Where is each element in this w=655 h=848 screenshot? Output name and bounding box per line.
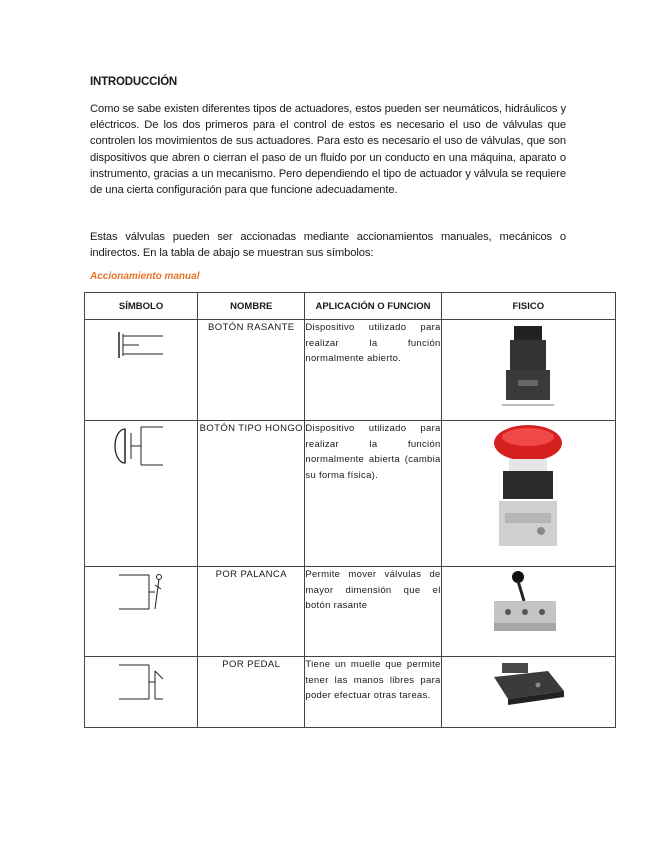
lever-symbol-icon — [111, 567, 171, 617]
table-row — [85, 320, 616, 421]
section-heading: INTRODUCCIÓN — [90, 76, 178, 88]
photo-cell — [441, 421, 615, 567]
valve-name: BOTÓN RASANTE — [198, 320, 305, 421]
valve-application: Dispositivo utilizado para realizar la función normalmente abierta (cambia su forma física). — [305, 421, 441, 567]
flush-button-symbol-icon — [111, 320, 171, 370]
photo-cell — [441, 657, 615, 728]
table-row — [85, 421, 616, 567]
table-row — [85, 657, 616, 728]
valve-name: BOTÓN TIPO HONGO — [198, 421, 305, 567]
valve-name: POR PALANCA — [198, 567, 305, 657]
valve-application: Permite mover válvulas de mayor dimensión que el botón rasante — [305, 567, 441, 657]
pedal-symbol-icon — [111, 657, 171, 707]
table-header-row — [85, 293, 616, 320]
symbol-cell — [85, 657, 198, 728]
header-application: APLICACIÓN O FUNCION — [305, 293, 441, 320]
symbol-cell — [85, 421, 198, 567]
mushroom-button-valve-photo-icon — [483, 421, 573, 556]
photo-cell — [441, 567, 615, 657]
photo-cell — [441, 320, 615, 421]
header-physical: FISICO — [441, 293, 615, 320]
table-row — [85, 567, 616, 657]
valve-application: Tiene un muelle que permite tener las manos libres para poder efectuar otras tareas. — [305, 657, 441, 728]
intro-paragraph: Como se sabe existen diferentes tipos de actuadores, estos pueden ser neumáticos, hidráulicos y eléctricos. De los dos primeros para el control de estos es necesario el uso de válvulas que controlen los movimientos de sus actuadores. Para esto es necesario el uso de válvulas, que son dispositivos que abren o cierran el paso de un fluido por un conducto en una máquina, aparato o instrumento, gracias a un mecanismo. Pero dependiendo el tipo de actuador y válvula se requiere de una cierta configuración para que funcione adecuadamente. — [90, 103, 566, 197]
header-symbol: SÍMBOLO — [85, 293, 198, 320]
mushroom-button-symbol-icon — [111, 421, 171, 471]
pedal-valve-photo-icon — [478, 657, 578, 717]
lever-valve-photo-icon — [478, 567, 578, 647]
subheading: Accionamiento manual — [90, 271, 200, 282]
symbol-cell — [85, 567, 198, 657]
valve-application: Dispositivo utilizado para realizar la función normalmente abierto. — [305, 320, 441, 421]
flush-button-valve-photo-icon — [488, 320, 568, 410]
actuation-paragraph: Estas válvulas pueden ser accionadas mediante accionamientos manuales, mecánicos o indirectos. En la tabla de abajo se muestran sus símbolos: — [90, 231, 566, 260]
valve-name: POR PEDAL — [198, 657, 305, 728]
valve-actuation-table — [84, 292, 616, 728]
header-name: NOMBRE — [198, 293, 305, 320]
symbol-cell — [85, 320, 198, 421]
